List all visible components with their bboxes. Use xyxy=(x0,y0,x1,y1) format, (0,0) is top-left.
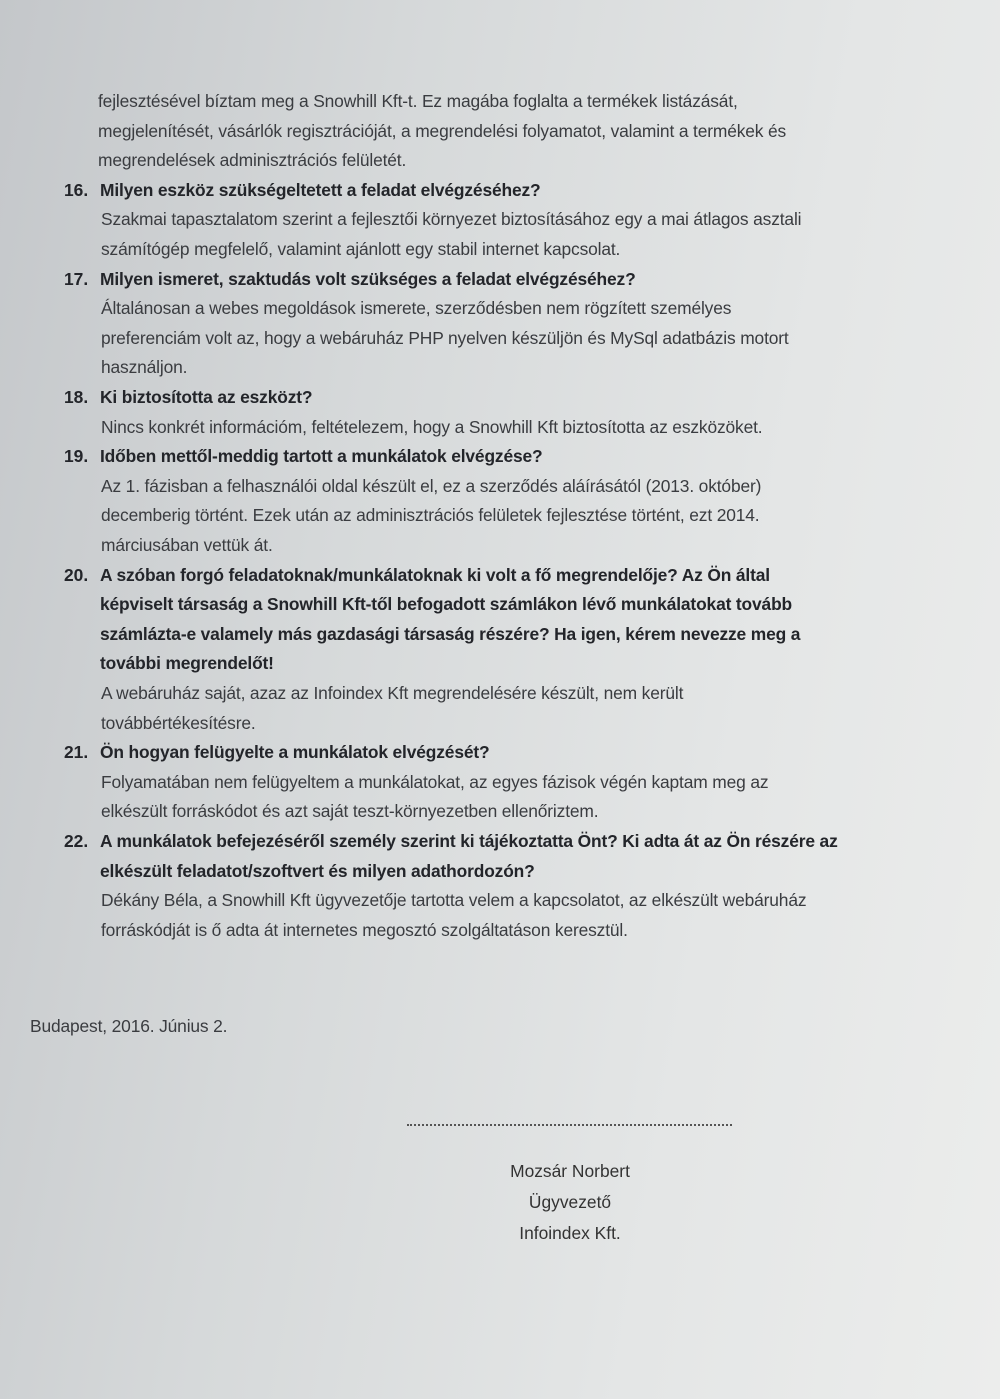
intro-text-line: fejlesztésével bíztam meg a Snowhill Kft-t. Ez magába foglalta a termékek listázását, xyxy=(98,91,738,111)
question-text-line: Ki biztosította az eszközt? xyxy=(100,387,313,407)
signer-name: Mozsár Norbert xyxy=(510,1161,630,1181)
date-line: Budapest, 2016. Június 2. xyxy=(30,1016,228,1036)
answer-text-line: forráskódját is ő adta át internetes megosztó szolgáltatáson keresztül. xyxy=(101,920,628,940)
question-number: 19. xyxy=(64,446,89,466)
question-text-line: számlázta-e valamely más gazdasági társaság részére? Ha igen, kérem nevezze meg a xyxy=(100,624,801,644)
signature-line xyxy=(407,1124,732,1126)
question-number: 22. xyxy=(64,831,89,851)
answer-text-line: Az 1. fázisban a felhasználói oldal készült el, ez a szerződés aláírásától (2013. október) xyxy=(101,476,762,496)
question-number: 16. xyxy=(64,180,89,200)
question-number: 21. xyxy=(64,742,89,762)
question-text-line: Milyen eszköz szükségeltetett a feladat elvégzéséhez? xyxy=(100,180,541,200)
answer-text-line: Szakmai tapasztalatom szerint a fejlesztői környezet biztosításához egy a mai átlagos asztali xyxy=(101,209,802,229)
answer-text-line: Dékány Béla, a Snowhill Kft ügyvezetője tartotta velem a kapcsolatot, az elkészült webáruház xyxy=(101,890,807,910)
intro-text-line: megrendelések adminisztrációs felületét. xyxy=(98,150,407,170)
signer-company: Infoindex Kft. xyxy=(519,1223,621,1243)
question-text-line: elkészült feladatot/szoftvert és milyen adathordozón? xyxy=(100,861,535,881)
intro-text-line: megjelenítését, vásárlók regisztrációját, a megrendelési folyamatot, valamint a termékek és xyxy=(98,121,787,141)
question-number: 18. xyxy=(64,387,89,407)
answer-text-line: használjon. xyxy=(101,357,188,377)
question-text-line: képviselt társaság a Snowhill Kft-től befogadott számlákon lévő munkálatokat tovább xyxy=(100,594,793,614)
answer-text-line: preferenciám volt az, hogy a webáruház PHP nyelven készüljön és MySql adatbázis motort xyxy=(101,328,789,348)
question-number: 20. xyxy=(64,565,89,585)
question-text-line: további megrendelőt! xyxy=(100,653,274,673)
signer-title: Ügyvezető xyxy=(528,1192,612,1212)
question-number: 17. xyxy=(64,269,89,289)
answer-text-line: decemberig történt. Ezek után az adminisztrációs felületek fejlesztése történt, ezt 2014. xyxy=(101,505,760,525)
answer-text-line: számítógép megfelelő, valamint ajánlott egy stabil internet kapcsolat. xyxy=(101,239,621,259)
question-text-line: A munkálatok befejezéséről személy szerint ki tájékoztatta Önt? Ki adta át az Ön részére az xyxy=(100,831,838,851)
answer-text-line: Folyamatában nem felügyeltem a munkálatokat, az egyes fázisok végén kaptam meg az xyxy=(101,772,769,792)
answer-text-line: Általánosan a webes megoldások ismerete, szerződésben nem rögzített személyes xyxy=(101,298,732,318)
answer-text-line: márciusában vettük át. xyxy=(101,535,273,555)
question-text-line: Időben mettől-meddig tartott a munkálatok elvégzése? xyxy=(100,446,543,466)
question-text-line: A szóban forgó feladatoknak/munkálatoknak ki volt a fő megrendelője? Az Ön által xyxy=(100,565,770,585)
question-text-line: Milyen ismeret, szaktudás volt szükséges a feladat elvégzéséhez? xyxy=(100,269,636,289)
answer-text-line: Nincs konkrét információm, feltételezem, hogy a Snowhill Kft biztosította az eszközöket. xyxy=(101,417,763,437)
answer-text-line: elkészült forráskódot és azt saját teszt-környezetben ellenőriztem. xyxy=(101,801,599,821)
answer-text-line: A webáruház saját, azaz az Infoindex Kft megrendelésére készült, nem került xyxy=(101,683,684,703)
answer-text-line: továbbértékesítésre. xyxy=(101,713,256,733)
question-text-line: Ön hogyan felügyelte a munkálatok elvégzését? xyxy=(100,742,490,762)
